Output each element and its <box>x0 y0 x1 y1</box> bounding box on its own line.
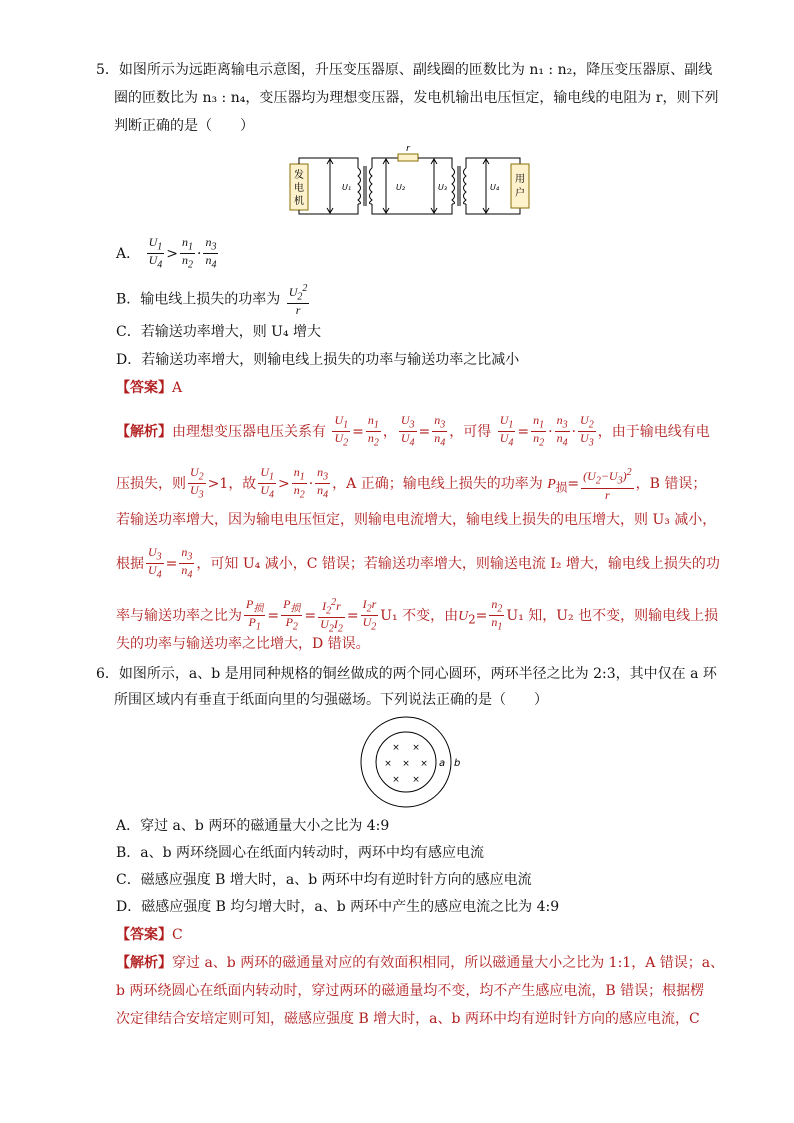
u3-label: U₃ <box>438 183 448 192</box>
ring-b-label: b <box>454 758 461 769</box>
u4-label: U₄ <box>490 183 500 192</box>
generator-label-2: 电 <box>294 183 304 194</box>
q6-analysis-line1 <box>116 953 724 973</box>
user-label-2: 户 <box>515 188 525 199</box>
field-mark-x: × <box>412 743 420 753</box>
q5-option-a: A． $\frac{U_1}{U_4}$ > $\frac{n_1}{n_2}$ · $\frac{n_3}{n_4}$ <box>116 235 217 271</box>
q5-option-b-text: B．输电线上损失的功率为 <box>116 291 281 308</box>
q5-answer-tag: 【答案】 <box>116 380 172 396</box>
q6-answer-value: C <box>172 927 183 943</box>
generator-label-1: 发 <box>294 170 304 181</box>
u2-label: U₂ <box>396 183 406 192</box>
q5-analysis-line1: 【解析】由理想变压器电压关系有 $\frac{U_1}{U_2}$ = $\frac{n_1}{n_2}$ ， $\frac{U_3}{U_4}$ = $\frac{n_3}{n_4}$ ，可得 $\frac{U_1}{U_4}$ = $\frac{n_1}{n_2}$ · $\frac{n_3}{n_4}$ · $\frac{U_2}{U_3}$ ，由于输电线有电 <box>116 413 710 449</box>
q5-option-d: D．若输送功率增大，则输电线上损失的功率与输送功率之比减小 <box>116 352 520 368</box>
ring-a-label: a <box>439 758 446 769</box>
q6-answer-tag: 【答案】 <box>116 927 172 943</box>
q5-analysis-line2: 压损失，则 $\frac{U_2}{U_3}$ >1，故 $\frac{U_1}{U_4}$ > $\frac{n_1}{n_2}$ · $\frac{n_3}{n_4}$ ，A 正确；输电线上损失的功率为 $P_损=$ $\frac{(U_2-U_3)^2}{r}$ ，B 错误； <box>116 465 707 502</box>
generator-label-3: 机 <box>294 196 304 207</box>
an-text: U₁ 不变，由 <box>380 607 459 624</box>
q6-analysis-line3: 次定律结合安培定则可知，磁感应强度 B 增大时，a、b 两环中均有逆时针方向的感应电流，C <box>116 1011 700 1027</box>
an-text: U₁ 知，U₂ 也不变，则输电线上损 <box>506 607 719 624</box>
an-text: ，可得 <box>449 423 492 440</box>
q5-analysis-line3: 若输送功率增大，因为输电电压恒定，则输电电流增大，输电线上损失的电压增大，则 U₃ 减小， <box>116 512 717 528</box>
q5-option-c: C．若输送功率增大，则 U₄ 增大 <box>116 324 322 340</box>
q5-option-b <box>116 282 311 317</box>
q5-stem-line1: 5．如图所示为远距离输电示意图，升压变压器原、副线圈的匝数比为 n₁ : n₂，降压变压器原、副线 <box>96 62 713 78</box>
q5-analysis-tag: 【解析】 <box>116 423 172 440</box>
field-mark-x: × <box>392 775 400 785</box>
u1-label: U₁ <box>342 183 352 192</box>
q5-answer <box>116 378 182 398</box>
an-text: 率与输送功率之比为 <box>116 607 242 624</box>
q5-analysis-line5: 率与输送功率之比为 $\frac{P_损}{P_1}$ = $\frac{P_损}{P_2}$ = $\frac{I_2^2r}{U_2I_2}$ = $\frac{I_2r}{U_2}$ U₁ 不变，由$U_2=$ $\frac{n_2}{n_1}$ U₁ 知，U₂ 也不变，则输电线上损 <box>116 597 719 635</box>
q6-option-c: C．磁感应强度 B 增大时，a、b 两环中均有逆时针方向的感应电流 <box>116 872 532 888</box>
frac-u2sq-r: $\frac{U_2^2}{r}$ <box>288 283 308 318</box>
an-text: 压损失，则 <box>116 475 186 492</box>
q6-stem-line1: 6．如图所示，a、b 是用同种规格的铜丝做成的两个同心圆环，两环半径之比为 2:3，其中仅在 a 环 <box>96 666 717 682</box>
an-text: 根据 <box>116 555 144 572</box>
an-text: 由理想变压器电压关系有 <box>172 423 326 440</box>
q6-answer <box>116 925 183 945</box>
q6-analysis-line2: b 两环绕圆心在纸面内转动时，穿过两环的磁通量均不变，均不产生感应电流，B 错误；根据楞 <box>116 983 705 999</box>
field-mark-x: × <box>392 743 400 753</box>
frac-u1-u4: $\frac{U_1}{U_4}$ <box>148 235 163 271</box>
field-mark-x: × <box>402 759 410 769</box>
field-mark-x: × <box>420 759 428 769</box>
transmission-diagram <box>286 142 534 218</box>
an-text: ，故 <box>228 475 257 492</box>
q6-analysis-tag: 【解析】 <box>116 955 172 971</box>
q5-stem-line3: 判断正确的是（ ） <box>114 118 254 134</box>
concentric-rings-diagram <box>356 714 468 810</box>
field-mark-x: × <box>384 759 392 769</box>
resistor-label: r <box>406 144 410 154</box>
q5-analysis-line4: 根据 $\frac{U_3}{U_4}$ = $\frac{n_3}{n_4}$ ，可知 U₄ 减小，C 错误；若输送功率增大，则输送电流 I₂ 增大，输电线上损失的功 <box>116 545 720 581</box>
an-text: ，A 正确；输电线上损失的功率为 <box>332 475 543 492</box>
q5-analysis-line6: 失的功率与输送功率之比增大，D 错误。 <box>116 636 370 652</box>
q5-stem-line2: 圈的匝数比为 n₃ : n₄，变压器均为理想变压器，发电机输出电压恒定，输电线的电阻为 r，则下列 <box>114 90 719 106</box>
q5-answer-value: A <box>172 380 183 396</box>
an-text: 穿过 a、b 两环的磁通量对应的有效面积相同，所以磁通量大小之比为 1:1，A 错误；a、 <box>172 955 725 971</box>
an-text: ，由于输电线有电 <box>597 423 710 440</box>
an-text: ，B 错误； <box>635 475 707 492</box>
q6-option-b: B．a、b 两环绕圆心在纸面内转动时，两环中均有感应电流 <box>116 845 485 861</box>
field-mark-x: × <box>412 775 420 785</box>
q6-stem-line2: 所围区域内有垂直于纸面向里的匀强磁场。下列说法正确的是（ ） <box>114 692 548 708</box>
an-text: ，可知 U₄ 减小，C 错误；若输送功率增大，则输送电流 I₂ 增大，输电线上损失的功 <box>196 555 720 572</box>
q6-option-d: D．磁感应强度 B 均匀增大时，a、b 两环中产生的感应电流之比为 4:9 <box>116 899 560 915</box>
q5-option-a-prefix: A． <box>116 245 141 262</box>
user-label-1: 用 <box>515 174 525 185</box>
q6-option-a: A．穿过 a、b 两环的磁通量大小之比为 4:9 <box>116 818 390 834</box>
